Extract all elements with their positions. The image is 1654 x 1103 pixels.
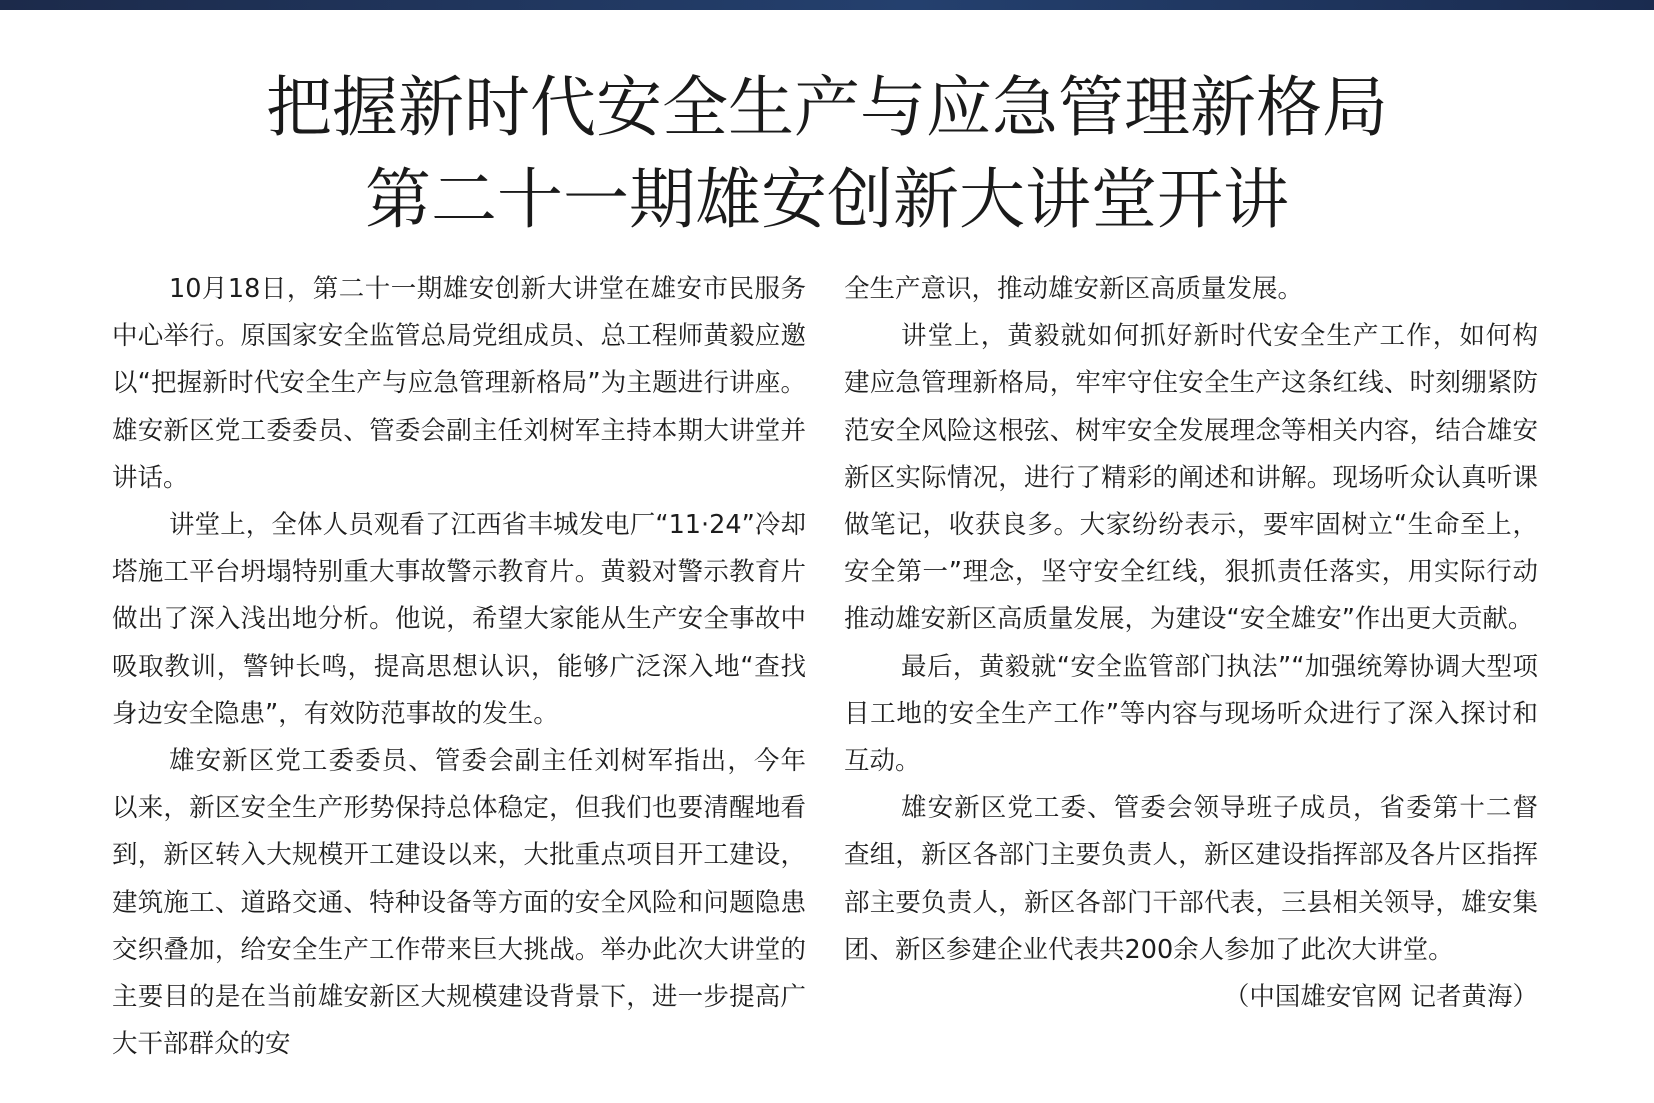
headline-line-1: 把握新时代安全生产与应急管理新格局 [266,69,1388,146]
article-column-right [844,266,1538,1086]
paragraph: 讲堂上，黄毅就如何抓好新时代安全生产工作，如何构建应急管理新格局，牢牢守住安全生产这条红线、时刻绷紧防范安全风险这根弦、树牢安全发展理念等相关内容，结合雄安新区实际情况，进行了精彩的阐述和讲解。现场听众认真听课做笔记，收获良多。大家纷纷表示，要牢固树立“生命至上，安全第一”理念，坚守安全红线，狠抓责任落实，用实际行动推动雄安新区高质量发展，为建设“安全雄安”作出更大贡献。 [844,321,1538,635]
paragraph: 讲堂上，全体人员观看了江西省丰城发电厂“11·24”冷却塔施工平台坍塌特别重大事故警示教育片。黄毅对警示教育片做出了深入浅出地分析。他说，希望大家能从生产安全事故中吸取教训，警钟长鸣，提高思想认识，能够广泛深入地“查找身边安全隐患”，有效防范事故的发生。 [112,510,806,729]
byline: （中国雄安官网 记者黄海） [1223,982,1538,1013]
paragraph: 10月18日，第二十一期雄安创新大讲堂在雄安市民服务中心举行。原国家安全监管总局党组成员、总工程师黄毅应邀以“把握新时代安全生产与应急管理新格局”为主题进行讲座。雄安新区党工委委员、管委会副主任刘树军主持本期大讲堂并讲话。 [112,274,806,493]
headline [0,62,1654,246]
paragraph [844,785,1538,1013]
article-column-left [112,266,806,1086]
paragraph-continuation: 全生产意识，推动雄安新区高质量发展。 [844,274,1304,304]
paragraph: 雄安新区党工委委员、管委会副主任刘树军指出，今年以来，新区安全生产形势保持总体稳定，但我们也要清醒地看到，新区转入大规模开工建设以来，大批重点项目开工建设，建筑施工、道路交通、特种设备等方面的安全风险和问题隐患交织叠加，给安全生产工作带来巨大挑战。举办此次大讲堂的主要目的是在当前雄安新区大规模建设背景下，进一步提高广大干部群众的安 [112,746,806,1060]
top-banner-bar [0,0,1654,10]
headline-line-2: 第二十一期雄安创新大讲堂开讲 [365,161,1289,238]
paragraph-text: 雄安新区党工委、管委会领导班子成员，省委第十二督查组，新区各部门主要负责人，新区建设指挥部及各片区指挥部主要负责人，新区各部门干部代表，三县相关领导，雄安集团、新区参建企业代表共200余人参加了此次大讲堂。 [844,793,1538,965]
paragraph: 最后，黄毅就“安全监管部门执法”“加强统筹协调大型项目工地的安全生产工作”等内容与现场听众进行了深入探讨和互动。 [844,651,1538,777]
article-body [112,266,1538,1086]
